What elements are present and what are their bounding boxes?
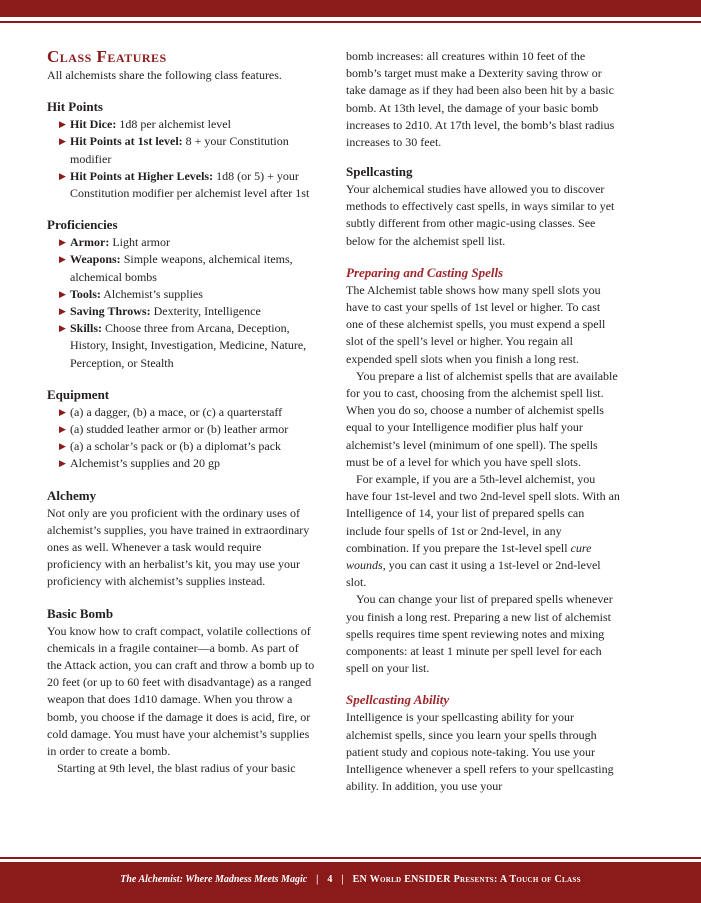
footer-book-title: The Alchemist: Where Madness Meets Magic bbox=[120, 874, 308, 885]
triangle-bullet-icon: ▶ bbox=[59, 288, 66, 299]
page-title: Class Features bbox=[47, 47, 167, 66]
spellcasting-heading: Spellcasting bbox=[346, 164, 413, 179]
preparing-heading: Preparing and Casting Spells bbox=[346, 264, 504, 280]
page-number: 4 bbox=[327, 874, 333, 885]
bottom-rule bbox=[0, 857, 701, 859]
equipment-heading: Equipment bbox=[47, 386, 110, 402]
proficiencies-heading: Proficiencies bbox=[47, 217, 118, 233]
preparing-paragraph-2: You prepare a list of alchemist spells that are available for you to cast, choosing from the alchemist spell list. When you do so, choose a number of alchemist spells equal to your Intelligence modifier plus half your alchemist’s level (minimum of one spell). The spells must be of a level for which you have spell slots. bbox=[346, 368, 618, 469]
triangle-bullet-icon: ▶ bbox=[59, 254, 66, 265]
alchemy-text: Not only are you proficient with the ordinary uses of alchemist’s supplies, you have trained in extraordinary ones as well. Whenever a task would require proficiency with an herbalist’s kit, you may use your proficiency with alchemist’s supplies instead. bbox=[47, 505, 310, 589]
list-item: ▶ Alchemist’s supplies and 20 gp bbox=[70, 455, 315, 472]
preparing-paragraph-1: The Alchemist table shows how many spell slots you have to cast your spells of 1st level or higher. To cast one of these alchemist spells, you must expend a spell slot of the spell’s level or higher. You regain all expended spell slots when you finish a long rest. bbox=[346, 282, 606, 366]
preparing-paragraph-3: For example, if you are a 5th-level alchemist, you have four 1st-level and two 2nd-level spell slots. With an Intelligence of 14, your list of prepared spells can include four spells of 1st or 2nd-level, in any combination. If you prepare the 1st-level spell cure wounds, you can cast it using a 1st-level or 2nd-level slot. bbox=[346, 472, 620, 590]
list-item: ▶ Tools: Alchemist’s supplies bbox=[70, 286, 315, 303]
triangle-bullet-icon: ▶ bbox=[59, 323, 66, 334]
list-item: ▶ Armor: Light armor bbox=[70, 234, 315, 251]
triangle-bullet-icon: ▶ bbox=[59, 237, 66, 248]
list-item: ▶ (a) studded leather armor or (b) leather armor bbox=[70, 421, 315, 438]
preparing-paragraph-4: You can change your list of prepared spells whenever you finish a long rest. Preparing a new list of alchemist spells requires time spent reviewing notes and mixing components: at least 1 minute per spell level for each spell on your list. bbox=[346, 592, 613, 676]
top-banner bbox=[0, 0, 701, 17]
list-item: ▶ Weapons: Simple weapons, alchemical items, alchemical bombs bbox=[59, 252, 293, 284]
triangle-bullet-icon: ▶ bbox=[59, 406, 66, 417]
right-column-flow bbox=[346, 48, 620, 151]
alchemy-heading: Alchemy bbox=[47, 487, 97, 503]
spell-name: cure wounds bbox=[346, 540, 592, 573]
proficiencies-list bbox=[47, 234, 315, 372]
triangle-bullet-icon: ▶ bbox=[59, 119, 66, 130]
intro-text: All alchemists share the following class features. bbox=[47, 68, 282, 82]
triangle-bullet-icon: ▶ bbox=[59, 170, 66, 181]
footer-separator: | bbox=[316, 874, 319, 885]
left-column bbox=[47, 40, 315, 778]
list-item: ▶ Hit Dice: 1d8 per alchemist level bbox=[70, 116, 315, 133]
spellcasting-ability-text: Intelligence is your spellcasting ability for your alchemist spells, since you learn your spells through patient study and copious note-taking. You use your Intelligence whenever a spell refers to your spellcasting ability. In addition, you use your bbox=[346, 710, 614, 794]
hit-points-heading: Hit Points bbox=[47, 99, 103, 115]
list-item: ▶ (a) a scholar’s pack or (b) a diplomat’s pack bbox=[70, 438, 315, 455]
triangle-bullet-icon: ▶ bbox=[59, 458, 66, 469]
top-rule bbox=[0, 21, 701, 23]
equipment-list bbox=[47, 404, 315, 473]
right-column-content bbox=[346, 163, 620, 796]
triangle-bullet-icon: ▶ bbox=[59, 441, 66, 452]
list-item: ▶ Saving Throws: Dexterity, Intelligence bbox=[70, 303, 315, 320]
footer-separator: | bbox=[341, 874, 344, 885]
list-item: ▶ (a) a dagger, (b) a mace, or (c) a quarterstaff bbox=[70, 404, 315, 421]
basic-bomb-heading: Basic Bomb bbox=[47, 605, 114, 621]
triangle-bullet-icon: ▶ bbox=[59, 136, 66, 147]
triangle-bullet-icon: ▶ bbox=[59, 424, 66, 435]
list-item: ▶ Skills: Choose three from Arcana, Deception, History, Insight, Investigation, Medicine, Nature, Perception, or Stealth bbox=[59, 321, 307, 370]
basic-bomb-paragraph-1: You know how to craft compact, volatile collections of chemicals in a fragile container—a bomb. As part of the Attack action, you can craft and throw a bomb up to 20 feet (or up to 60 feet with disadvantage) as a ranged weapon that does 1d10 damage. When you throw a bomb, you choose if the damage it does is acid, fire, or cold damage. You must have your alchemist’s supplies in order to create a bomb. bbox=[47, 623, 315, 759]
triangle-bullet-icon: ▶ bbox=[59, 306, 66, 317]
spellcasting-ability-heading: Spellcasting Ability bbox=[346, 692, 450, 708]
list-item: ▶ Hit Points at 1st level: 8 + your Constitution modifier bbox=[59, 134, 289, 166]
page-footer bbox=[0, 873, 701, 887]
basic-bomb-paragraph-2: Starting at 9th level, the blast radius of your basic bbox=[57, 761, 296, 776]
hit-points-list bbox=[47, 116, 315, 202]
basic-bomb-continued: bomb increases: all creatures within 10 feet of the bomb’s target must make a Dexterity saving throw or take damage as if they had been also been hit by a basic bomb. At 13th level, the damage of your basic bomb increases to 2d10. At 17th level, the bomb’s blast radius increases to 30 feet. bbox=[346, 49, 615, 150]
footer-series-title: EN World ENSIDER Presents: A Touch of Class bbox=[352, 874, 581, 885]
list-item: ▶ Hit Points at Higher Levels: 1d8 (or 5) + your Constitution modifier per alchemist level after 1st bbox=[59, 168, 310, 201]
spellcasting-text: Your alchemical studies have allowed you to discover methods to effectively cast spells, in ways similar to yet subtly different from other magic-using classes. See below for the alchemist spell list. bbox=[346, 182, 615, 248]
